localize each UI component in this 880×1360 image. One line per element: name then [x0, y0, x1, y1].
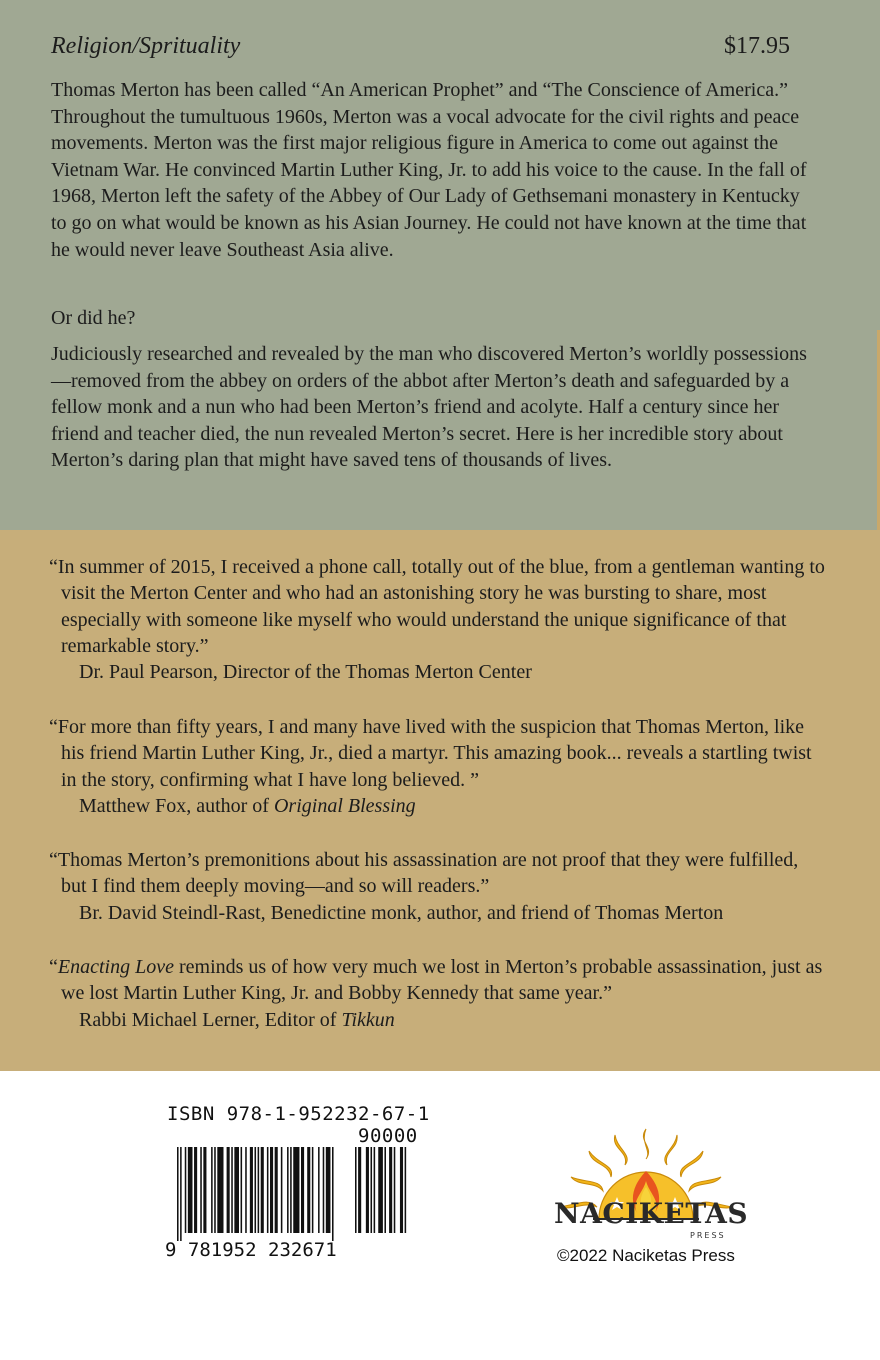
barcode-bar — [177, 1147, 179, 1241]
blurb-paragraph-1: Thomas Merton has been called “An American Prophet” and “The Conscience of America.” Throughout the tumultuous 1960s, Merton was a vocal advocate for the civil rights and peace movements. Merton was the first major religious figure in America to come out against the Vietnam War. He convinced Martin Luther King, Jr. to add his voice to the cause. In the fall of 1968, Merton left the safety of the Abbey of Our Lady of Gethsemani monastery in Kentucky to go on what would be known as his Asian Journey. He could not have known at the time that he would never leave Southeast Asia alive. — [51, 79, 807, 261]
barcode-bar — [301, 1147, 304, 1233]
category-label: Religion/Sprituality — [51, 33, 241, 59]
barcode-bar — [384, 1147, 386, 1233]
quote-text: “Thomas Merton’s premonitions about his assassination are not proof that they were fulfilled, but I find them deeply moving—and so will readers.” — [49, 849, 799, 898]
endorsement-quote-3 — [49, 847, 827, 926]
barcode-bar — [255, 1147, 257, 1233]
isbn-label: ISBN 978-1-952232-67-1 — [167, 1103, 430, 1125]
barcode-bar — [241, 1147, 243, 1233]
barcode-bar — [355, 1147, 357, 1233]
quote-attribution — [49, 793, 827, 819]
barcode-bar — [405, 1147, 407, 1233]
barcode-bar — [318, 1147, 320, 1233]
barcode-bar — [258, 1147, 260, 1233]
quote-attribution — [49, 1007, 827, 1033]
quote-attribution: Br. David Steindl-Rast, Benedictine monk, author, and friend of Thomas Merton — [79, 901, 724, 924]
barcode-bar — [332, 1147, 334, 1241]
barcode-bar — [211, 1147, 213, 1233]
quote-attribution: Dr. Paul Pearson, Director of the Thomas Merton Center — [79, 661, 532, 684]
ean-digits — [165, 1239, 337, 1261]
blurb-paragraph-3: Judiciously researched and revealed by the man who discovered Merton’s worldly possessions—removed from the abbey on orders of the abbot after Merton’s death and safeguarded by a fellow monk and a nun who had been Merton’s friend and acolyte. Half a century since her friend and teacher died, the nun revealed Merton’s secret. Here is her incredible story about Merton’s daring plan that might have saved tens of thousands of lives. — [51, 343, 807, 472]
barcode-bar — [250, 1147, 253, 1233]
barcode-bar — [389, 1147, 392, 1233]
barcode-bar — [194, 1147, 197, 1233]
publisher-name: NACIKETAS — [554, 1197, 749, 1230]
barcode-bar — [323, 1147, 325, 1233]
barcode-bar — [245, 1147, 247, 1233]
book-title: Original Blessing — [273, 794, 416, 817]
barcode-bar — [267, 1147, 269, 1233]
barcode-bar — [394, 1147, 396, 1233]
endorsement-quote-1 — [49, 554, 827, 685]
book-title: Enacting Love — [57, 956, 174, 978]
barcode-bar — [400, 1147, 403, 1233]
price-label: $17.95 — [724, 33, 790, 59]
barcode-bar — [371, 1147, 373, 1233]
quote-text — [49, 954, 827, 1007]
barcode-addon-bars — [355, 1147, 407, 1241]
attribution-prefix: Matthew Fox, author of — [79, 794, 274, 817]
isbn-barcode — [165, 1103, 440, 1263]
barcode-bar — [275, 1147, 278, 1233]
quote-open: “ — [49, 956, 58, 978]
barcode-bar — [185, 1147, 187, 1233]
barcode-bar — [287, 1147, 289, 1233]
blurb-paragraph-2: Or did he? — [51, 307, 136, 329]
barcode-main-bars — [177, 1147, 347, 1241]
barcode-bar — [374, 1147, 376, 1233]
endorsement-quote-4 — [49, 954, 827, 1033]
barcode-bar — [312, 1147, 314, 1233]
barcode-bar — [217, 1147, 223, 1233]
barcode-bar — [366, 1147, 369, 1233]
barcode-bar — [188, 1147, 193, 1233]
barcode-addon-code: 90000 — [358, 1125, 418, 1147]
copyright-notice: ©2022 Naciketas Press — [557, 1246, 735, 1265]
barcode-bar — [231, 1147, 233, 1233]
publication-title: Tikkun — [341, 1008, 395, 1031]
barcode-bar — [234, 1147, 239, 1233]
attribution-prefix: Rabbi Michael Lerner, Editor of — [79, 1008, 342, 1031]
barcode-bar — [293, 1147, 299, 1233]
ean-left-digits: 781952 — [187, 1239, 257, 1261]
quote-text: “In summer of 2015, I received a phone call, totally out of the blue, from a gentleman wanting to visit the Merton Center and who had an astonishing story he was bursting to share, most especially with someone like myself who would understand the unique significance of that remarkable story.” — [49, 556, 825, 657]
barcode-bar — [326, 1147, 331, 1233]
barcode-bar — [261, 1147, 264, 1233]
quote-rest: reminds us of how very much we lost in Merton’s probable assassination, just as we lost Martin Luther King, Jr. and Bobby Kennedy that same year.” — [61, 956, 823, 1005]
barcode-bar — [200, 1147, 202, 1233]
barcode-bar — [227, 1147, 230, 1233]
barcode-bar — [290, 1147, 292, 1233]
barcode-bar — [378, 1147, 383, 1233]
barcode-bar — [180, 1147, 182, 1241]
endorsement-quote-2 — [49, 714, 827, 819]
publisher-press-label: PRESS — [690, 1231, 726, 1240]
barcode-bar — [358, 1147, 361, 1233]
ean-right-digits: 232671 — [268, 1239, 337, 1261]
barcode-bar — [214, 1147, 216, 1233]
quote-text: “For more than fifty years, I and many have lived with the suspicion that Thomas Merton, like his friend Martin Luther King, Jr., died a martyr. This amazing book... reveals a startling twist in the story, confirming what I have long believed. ” — [49, 716, 812, 791]
barcode-bar — [281, 1147, 283, 1233]
barcode-bar — [270, 1147, 273, 1233]
barcode-bar — [203, 1147, 206, 1233]
ean-first-digit: 9 — [165, 1239, 177, 1261]
barcode-bar — [307, 1147, 310, 1233]
